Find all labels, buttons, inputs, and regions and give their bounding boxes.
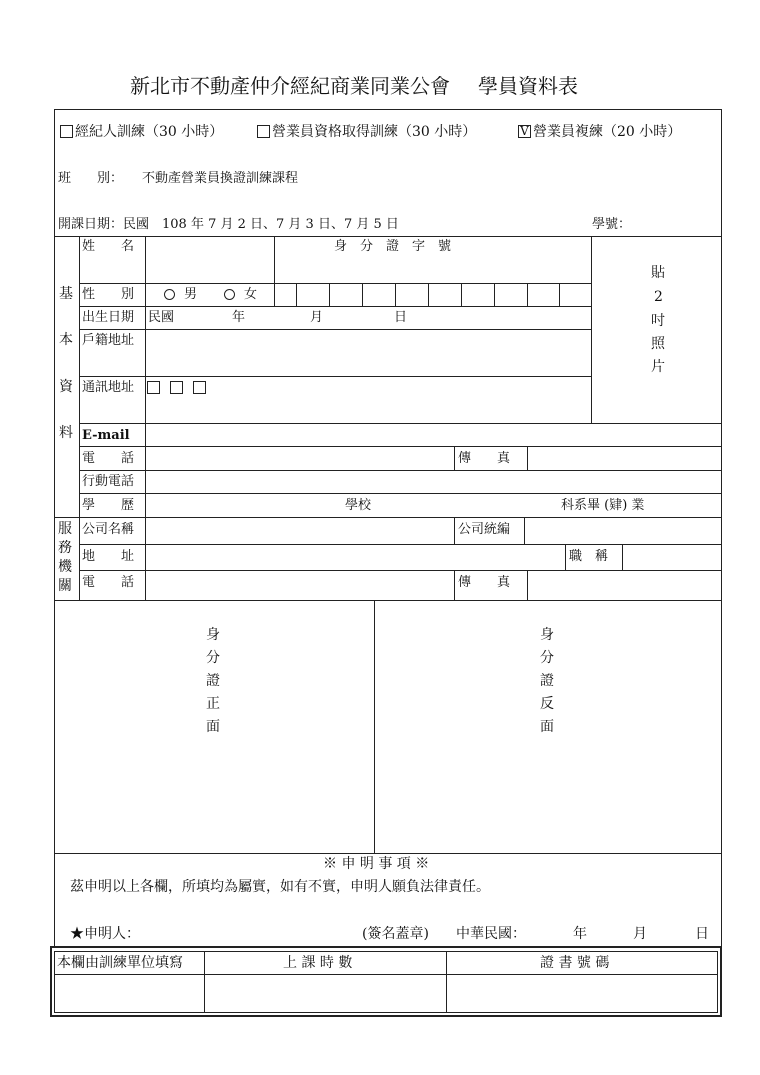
education-label: 學 歷 bbox=[82, 498, 135, 513]
office-use-label: 本欄由訓練單位填寫 bbox=[57, 955, 183, 971]
basic-top-line bbox=[54, 236, 721, 237]
birthdate-era: 民國 bbox=[148, 310, 175, 325]
email-label: E-mail bbox=[82, 428, 130, 443]
line-after-name bbox=[79, 283, 591, 284]
declaration-day: 日 bbox=[695, 926, 709, 942]
department-label: 科系畢 (肄) 業 bbox=[561, 498, 645, 513]
postal-code-box[interactable] bbox=[147, 381, 160, 394]
birthdate-month-unit: 月 bbox=[310, 310, 324, 325]
roc-date-label: 中華民國： bbox=[456, 926, 526, 942]
domicile-address-label: 戶籍地址 bbox=[82, 333, 135, 348]
id-front-char: 身 bbox=[206, 627, 220, 643]
photo-char: 2 bbox=[654, 289, 663, 305]
line-after-mobile bbox=[79, 493, 721, 494]
fax-value-divider-2 bbox=[527, 570, 528, 600]
employer-side-char: 機 bbox=[58, 559, 72, 575]
id-front-char: 正 bbox=[206, 696, 220, 712]
course-label-broker: 經紀人訓練（30 小時） bbox=[75, 124, 224, 140]
line-after-phone bbox=[79, 470, 721, 471]
id-cell-divider bbox=[559, 283, 560, 306]
id-back-char: 身 bbox=[540, 627, 554, 643]
gender-female-radio[interactable] bbox=[224, 289, 235, 300]
photo-char: 照 bbox=[651, 336, 665, 352]
mailing-address-label: 通訊地址 bbox=[82, 380, 135, 395]
employer-side-char: 關 bbox=[58, 578, 72, 594]
office-use-divider-1 bbox=[204, 951, 205, 1013]
office-use-header-line bbox=[54, 974, 718, 975]
line-after-company bbox=[79, 544, 721, 545]
gender-label: 性 別 bbox=[82, 287, 135, 302]
photo-char: 吋 bbox=[651, 313, 665, 329]
birthdate-day-unit: 日 bbox=[394, 310, 408, 325]
declaration-month: 月 bbox=[633, 926, 647, 942]
id-back-char: 面 bbox=[540, 719, 554, 735]
id-card-divider bbox=[374, 600, 375, 853]
postal-code-box[interactable] bbox=[170, 381, 183, 394]
photo-char: 貼 bbox=[651, 265, 665, 281]
birthdate-label: 出生日期 bbox=[82, 310, 135, 325]
student-number-label: 學號： bbox=[592, 217, 632, 232]
line-after-email bbox=[79, 446, 721, 447]
fax-divider-1 bbox=[454, 446, 455, 470]
id-cell-divider bbox=[296, 283, 297, 306]
photo-char: 片 bbox=[651, 359, 665, 375]
declaration-text: 茲申明以上各欄，所填均為屬實，如有不實，申明人願負法律責任。 bbox=[70, 879, 490, 895]
course-checkbox-sales-refresh[interactable]: V bbox=[518, 125, 531, 138]
id-cell-divider bbox=[329, 283, 330, 306]
line-after-gender bbox=[79, 306, 591, 307]
course-date: 開課日期：民國 108 年 7 月 2 日、7 月 3 日、7 月 5 日 bbox=[58, 217, 399, 232]
company-tax-id-label: 公司統編 bbox=[458, 522, 511, 537]
id-cell-divider bbox=[362, 283, 363, 306]
class-value: 不動產營業員換證訓練課程 bbox=[142, 171, 299, 186]
label-column-divider bbox=[145, 236, 146, 600]
form-title bbox=[130, 73, 578, 99]
declarant-label: ★申明人： bbox=[70, 926, 140, 942]
id-back-char: 分 bbox=[540, 650, 554, 666]
basic-side-char: 資 bbox=[59, 379, 73, 395]
mobile-label: 行動電話 bbox=[82, 474, 135, 489]
name-label: 姓 名 bbox=[82, 239, 135, 254]
id-cell-divider bbox=[527, 283, 528, 306]
fax-divider-2 bbox=[454, 570, 455, 600]
photo-divider bbox=[591, 236, 592, 423]
course-label-sales-qualify: 營業員資格取得訓練（30 小時） bbox=[272, 124, 477, 140]
outer-top-border bbox=[54, 109, 721, 110]
phone-label: 電 話 bbox=[82, 451, 135, 466]
id-cell-divider bbox=[428, 283, 429, 306]
class-hours-label: 上 課 時 數 bbox=[283, 955, 353, 971]
id-front-char: 面 bbox=[206, 719, 220, 735]
company-address-label: 地 址 bbox=[82, 549, 135, 564]
company-phone-label: 電 話 bbox=[82, 575, 135, 590]
course-checkbox-sales-qualify[interactable] bbox=[257, 125, 270, 138]
id-front-char: 分 bbox=[206, 650, 220, 666]
name-id-divider bbox=[274, 236, 275, 306]
outer-left-border bbox=[54, 109, 55, 947]
line-after-education bbox=[54, 517, 721, 518]
association-name: 新北市不動產仲介經紀商業同業公會 bbox=[130, 74, 450, 98]
basic-side-char: 料 bbox=[59, 425, 73, 441]
line-after-domicile bbox=[79, 376, 591, 377]
outer-right-border bbox=[721, 109, 722, 947]
school-label: 學校 bbox=[345, 498, 372, 513]
declaration-year: 年 bbox=[573, 926, 587, 942]
course-checkbox-broker[interactable] bbox=[60, 125, 73, 138]
id-cell-divider bbox=[461, 283, 462, 306]
basic-side-char: 本 bbox=[59, 332, 73, 348]
id-back-char: 證 bbox=[540, 673, 554, 689]
tax-id-divider bbox=[454, 517, 455, 544]
form-subtitle: 學員資料表 bbox=[478, 74, 578, 98]
birthdate-year-unit: 年 bbox=[232, 310, 246, 325]
employer-side-char: 務 bbox=[58, 540, 72, 556]
class-label: 班 別： bbox=[58, 171, 124, 186]
signature-label: (簽名蓋章) bbox=[362, 926, 429, 942]
fax-value-divider-1 bbox=[527, 446, 528, 470]
basic-side-char: 基 bbox=[59, 286, 73, 302]
id-cell-divider bbox=[494, 283, 495, 306]
gender-male-radio[interactable] bbox=[164, 289, 175, 300]
gender-female-label: 女 bbox=[244, 287, 258, 302]
tax-id-value-divider bbox=[524, 517, 525, 544]
id-cell-divider bbox=[395, 283, 396, 306]
gender-male-label: 男 bbox=[184, 287, 198, 302]
id-number-label: 身 分 證 字 號 bbox=[334, 239, 452, 254]
id-back-char: 反 bbox=[540, 696, 554, 712]
declaration-top-line bbox=[54, 853, 721, 854]
line-after-mailing bbox=[79, 423, 721, 424]
employer-side-char: 服 bbox=[58, 521, 72, 537]
declaration-heading: ※ 申 明 事 項 ※ bbox=[323, 856, 430, 872]
fax-label: 傳 真 bbox=[458, 451, 511, 466]
employer-side-divider bbox=[79, 517, 80, 600]
office-use-divider-2 bbox=[446, 951, 447, 1013]
title-value-divider bbox=[622, 544, 623, 570]
line-after-address bbox=[79, 570, 721, 571]
course-label-sales-refresh: 營業員複練（20 小時） bbox=[533, 124, 682, 140]
company-name-label: 公司名稱 bbox=[82, 522, 135, 537]
line-after-birth bbox=[79, 329, 591, 330]
job-title-label: 職 稱 bbox=[569, 549, 609, 564]
company-fax-label: 傳 真 bbox=[458, 575, 511, 590]
certificate-number-label: 證 書 號 碼 bbox=[540, 955, 610, 971]
employer-bottom-line bbox=[54, 600, 721, 601]
postal-code-box[interactable] bbox=[193, 381, 206, 394]
id-front-char: 證 bbox=[206, 673, 220, 689]
title-divider bbox=[565, 544, 566, 570]
